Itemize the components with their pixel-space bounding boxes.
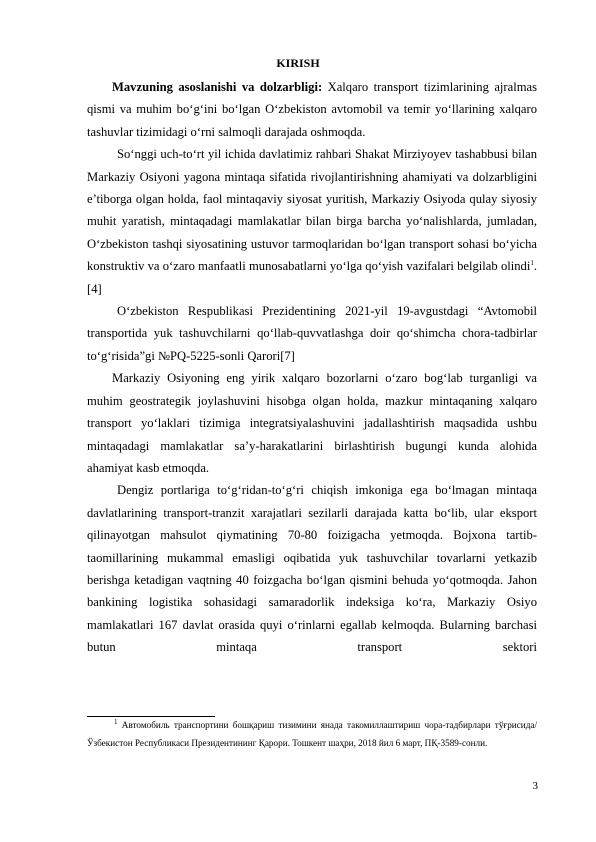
relevance-text: Xalqaro transport tizimlarining ajralmas qismi va muhim bo‘g‘ini bo‘lgan O‘zbekiston avtomobil va temir yo‘llarining xalqaro tashuvlar tizimidagi o‘rni salmoqli darajada oshmoqda.	[87, 80, 537, 139]
paragraph-relevance	[87, 76, 537, 143]
paragraph-policy	[87, 143, 537, 300]
footnote	[87, 716, 537, 752]
costs-text: Dengiz portlariga to‘g‘ridan-to‘g‘ri chiqish imkoniga ega bo‘lmagan mintaqa davlatlarining transport-tranzit xarajatlari sezilarli darajada katta bo‘lib, ular eksport qilinayotgan mahsulot qiymatining 70-80 foizigacha yetmoqda. Bojxona tartib-taomillarining mukammal emasligi oqibatida yuk tashuvchilar tovarlarni yetkazib berishga ketadigan vaqtning 40 foizgacha bo‘lgan qismini behuda yo‘qotmoqda. Jahon bankining logistika sohasidagi samaradorlik indeksiga ko‘ra, Markaziy Osiyo mamlakatlari 167 davlat orasida quyi o‘rinlarni egallab kelmoqda. Bularning barchasi butun mintaqa transport sektori	[87, 483, 537, 655]
footnote-text: Автомобиль транспортини бошқариш тизимини янада такомиллаштириш чора-тадбирлари тўғрисида/ Ўзбекистон Республикаси Президентининг Қарори. Тошкент шаҳри, 2018 йил 6 март, ПҚ-3589-сонли.	[87, 720, 537, 748]
paragraph-integration	[87, 367, 537, 479]
page-number: 3	[532, 780, 538, 792]
footnote-mark: 1	[114, 717, 118, 726]
body-text	[87, 76, 537, 659]
relevance-lead: Mavzuning asoslanishi va dolzarbligi:	[112, 80, 323, 94]
paragraph-decree	[87, 300, 537, 367]
integration-text: Markaziy Osiyoning eng yirik xalqaro bozorlarni o‘zaro bog‘lab turganligi va muhim geostrategik joylashuvini hisobga olgan holda, mazkur mintaqaning xalqaro transport yo‘laklari tizimiga integratsiyalashuvini jadallashtirish maqsadida ushbu mintaqadagi mamlakatlar sa’y-harakatlarini birlashtirish bugungi kunda alohida ahamiyat kasb etmoqda.	[87, 371, 537, 475]
policy-text: So‘nggi uch-to‘rt yil ichida davlatimiz rahbari Shakat Mirziyoyev tashabbusi bilan Markaziy Osiyoni yagona mintaqa sifatida rivojlantirishning ahamiyati va dolzarbligini e’tiborga olgan holda, faol mintaqaviy siyosat yuritish, Markaziy Osiyoda qulay siyosiy muhit yaratish, mintaqadagi mamlakatlar bilan birga barcha yo‘nalishlarda, jumladan, O‘zbekiston tashqi siyosatining ustuvor tarmoqlaridan bo‘lgan transport sohasi bo‘yicha konstruktiv va o‘zaro manfaatli munosabatlarni yo‘lga qo‘yish vazifalari belgilab olindi	[87, 147, 537, 274]
decree-text: O‘zbekiston Respublikasi Prezidentining 2021-yil 19-avgustdagi “Avtomobil transportida yuk tashuvchilarni qo‘llab-quvvatlashga doir qo‘shimcha chora-tadbirlar to‘g‘risida”gi №PQ-5225-sonli Qarori[7]	[87, 304, 537, 363]
paragraph-costs	[87, 479, 537, 658]
footnote-reference[interactable]: 1	[530, 259, 534, 268]
section-title: KIRISH	[276, 56, 320, 70]
policy-citation: . [4]	[87, 259, 537, 296]
